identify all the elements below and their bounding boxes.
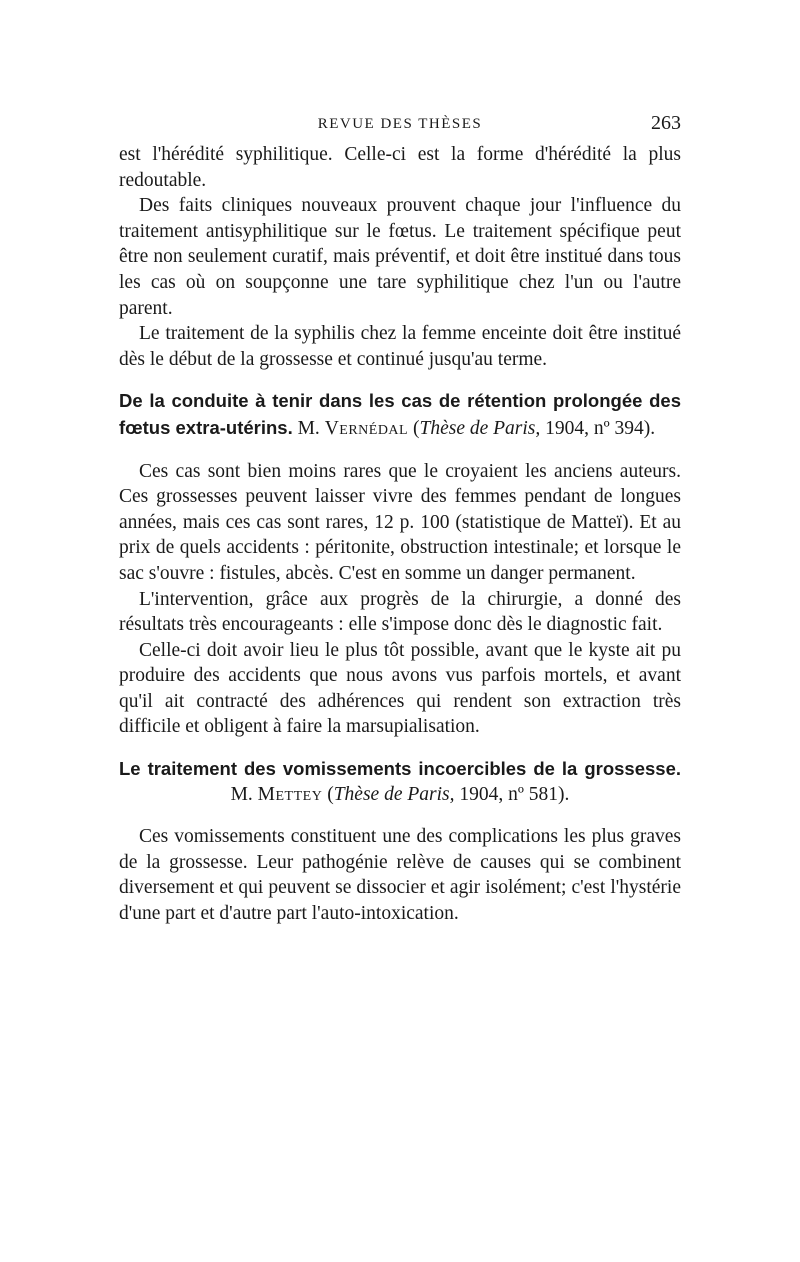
spacer <box>119 442 681 459</box>
running-header <box>119 112 681 142</box>
reference-details: 1904, nº 394). <box>545 417 656 439</box>
author-name: Vernédal <box>324 417 409 439</box>
reference-details: 1904, nº 581). <box>459 783 570 805</box>
reference-title: Thèse de Paris, <box>333 783 455 805</box>
paragraph: L'intervention, grâce aux progrès de la chirurgie, a donné des résultats très encourageants : elle s'impose donc dès le diagnostic fait. <box>119 588 681 636</box>
section-body-vomissements <box>119 824 681 926</box>
section-title: De la conduite à tenir dans les cas de rétention prolongée des fœtus extra-utérins. <box>119 390 681 438</box>
paragraph: est l'hérédité syphilitique. Celle-ci est la forme d'hérédité la plus redoutable. <box>119 144 681 191</box>
spacer <box>119 807 681 824</box>
intro-text <box>119 142 681 372</box>
paragraph: Des faits cliniques nouveaux prouvent chaque jour l'influence du traitement antisyphilitique sur le fœtus. Le traitement spécifique peut être non seulement curatif, mais préventif, et doit être institué dans tous les cas où on soupçonne une tare syphilitique chez l'un ou l'autre parent. <box>119 195 681 319</box>
running-title: REVUE DES THÈSES <box>317 116 483 132</box>
paragraph: Ces cas sont bien moins rares que le croyaient les anciens auteurs. Ces grossesses peuvent laisser vivre des femmes pendant de longues années, mais ces cas sont rares, 12 p. 100 (statistique de Matteï). Et au prix de quels accidents : péritonite, obstruction intestinale; et lorsque le sac s'ouvre : fistules, abcès. C'est en somme un danger permanent. <box>119 460 681 584</box>
author-name: Mettey <box>257 783 323 805</box>
section-heading-vomissements <box>119 756 681 807</box>
section-title: Le traitement des vomissements incoercibles de la grossesse. <box>119 758 681 780</box>
section-heading-retention <box>119 388 681 441</box>
ref-open: ( <box>412 417 420 439</box>
paragraph: Ces vomissements constituent une des complications les plus graves de la grossesse. Leur pathogénie relève de causes qui se combinent diversement et qui peuvent se dissocier et agir isolément; c'est l'hystérie d'une part et d'autre part l'auto-intoxication. <box>119 826 681 925</box>
paragraph: Celle-ci doit avoir lieu le plus tôt possible, avant que le kyste ait pu produire des accidents que nous avons vus parfois mortels, et avant qu'il ait contracté des adhérences qui rendent son extraction très difficile et obligent à faire la marsupialisation. <box>119 639 681 738</box>
section-body-retention <box>119 459 681 741</box>
author-prefix: M. <box>297 417 320 439</box>
reference-title: Thèse de Paris, <box>419 417 541 439</box>
reference-line <box>119 782 681 808</box>
ref-open: ( <box>327 783 334 805</box>
document-page <box>119 112 681 927</box>
author-prefix: M. <box>230 783 253 805</box>
paragraph: Le traitement de la syphilis chez la femme enceinte doit être institué dès le début de la grossesse et continué jusqu'au terme. <box>119 323 681 370</box>
page-number: 263 <box>651 112 681 134</box>
